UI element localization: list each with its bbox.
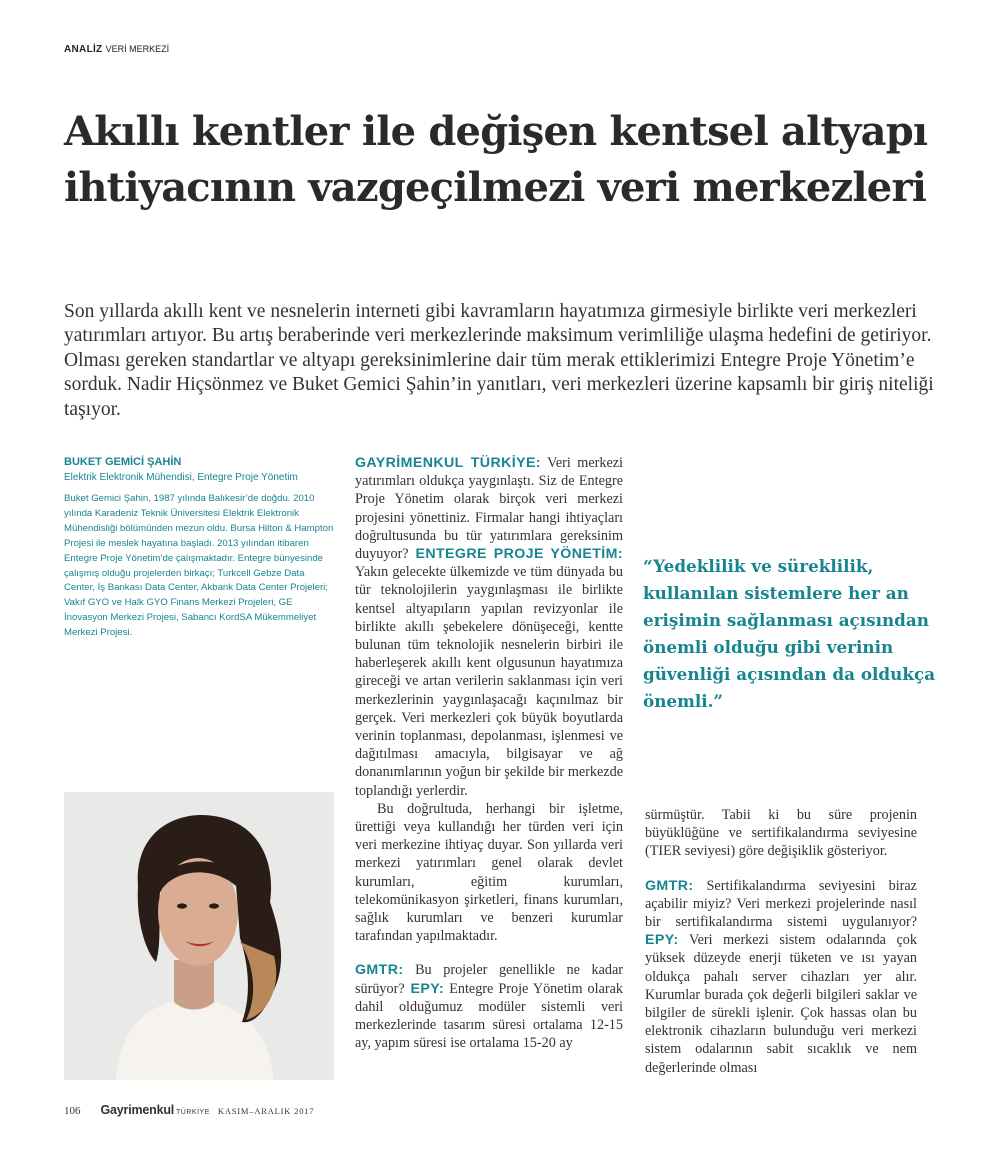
article-headline: Akıllı kentler ile değişen kentsel altyapı ihtiyacının vazgeçilmezi veri merkezleri [64, 108, 928, 211]
author-photo [64, 792, 334, 1080]
answer-text: Yakın gelecekte ülkemizde ve tüm dünyada bu tür teknolojilerin yaygınlaşması ile birlikte kentsel altyapıların yapılan revizyonlar ile birlikte akıllı şebekelere dönüşeceği, kentte bulunan tüm teknolojik nesnelerin birbiri ile haberleşerek akıllı kent olgusunun hayatımıza gireceği ve artan verilerin saklanması için veri merkezlerinin yaygınlaşacağı kaçınılmaz bir gerçek. Veri merkezleri çok büyük boyutlarda verinin toplanması, depolanması, işlenmesi ve dağıtılması amacıyla, bilgisayar ve ağ donanımlarının yoğun bir şekilde bir merkezde toplandığı yerlerdir. [355, 564, 623, 799]
magazine-brand-sub: TÜRKİYE [176, 1109, 210, 1116]
answer-label: EPY: [645, 932, 679, 949]
answer-label: ENTEGRE PROJE YÖNETİM: [408, 546, 623, 563]
section-topic: VERİ MERKEZİ [105, 44, 170, 54]
answer-text: Veri merkezi sistem odalarında çok yüksek düzeyde enerji tüketen ve ısı yayan oldukça pahalı server cihazları yer alır. Kurumlar burada çok değerli bilgileri saklar ve bilgiler de sürekli işlenir. Çok hassas olan bu elektronik cihazların bulunduğu veri merkezi sistem odalarının sabit sıcaklık ve nem değerlerinde olması [645, 932, 917, 1076]
article-lead: Son yıllarda akıllı kent ve nesnelerin interneti gibi kavramların hayatımıza girmesiyle birlikte veri merkezleri yatırımları artıyor. Bu artış beraberinde veri merkezlerinde maksimum verimliliğe ulaşma hedefini de getiriyor. Olması gereken standartlar ve altyapı gereksinimlerine dair tüm merak ettiklerimizi Entegre Proje Yönetim’e sorduk. Nadir Hiçsönmez ve Buket Gemici Şahin’in yanıtları, veri merkezleri üzerine kapsamlı bir giriş niteliği taşıyor. [64, 301, 934, 420]
page-footer [64, 1103, 314, 1117]
magazine-brand: Gayrimenkul [100, 1103, 175, 1117]
interview-paragraph [355, 454, 623, 800]
question-text: Bu projeler genellikle ne kadar sürüyor? [355, 962, 623, 997]
question-text: Sertifikalandırma seviyesini biraz açabilir miyiz? Veri merkezi projelerinde nasıl bir sertifikalandırma sistemi uygulanıyor? [645, 877, 917, 931]
question-label: GMTR: [355, 962, 404, 979]
question-label: GMTR: [645, 877, 694, 894]
question-label: GAYRİMENKUL TÜRKİYE: [355, 455, 541, 471]
author-title: Elektrik Elektronik Mühendisi, Entegre Proje Yönetim [64, 472, 298, 483]
question-text: Veri merkezi yatırımları oldukça yaygınlaştı. Siz de Entegre Proje Yönetim olarak birçok veri merkezi projesini yönettiniz. Firmalar hangi ihtiyaçları doğrultusunda bu tür yatırımlara gereksinim duyuyor? [355, 455, 623, 563]
article-column-2 [645, 806, 917, 1077]
body-paragraph: sürmüştür. Tabii ki bu süre projenin büyüklüğüne ve sertifikalandırma seviyesine (TIER seviyesi) göre değişiklik gösteriyor. [645, 807, 917, 860]
author-bio: Buket Gemici Şahin, 1987 yılında Balıkesir’de doğdu. 2010 yılında Karadeniz Teknik Üniversitesi Elektrik Elektronik Mühendisliği bölümünden mezun oldu. Bursa Hilton & Hampton Projesi ile meslek hayatına başladı. 2013 yılından itibaren Entegre Proje Yönetim’de çalışmaktadır. Entegre bünyesinde çalışmış olduğu projelerden birkaçı; Turkcell Gebze Data Center, İş Bankası Data Center, Akbank Data Center Projeleri; Vakıf GYO ve Halk GYO Finans Merkezi Projeleri, GE İnovasyon Merkezi Projesi, Sabancı KordSA Mükemmeliyet Merkezi Projesi. [64, 493, 334, 639]
pull-quote: “Yedeklilik ve süreklilik, kullanılan sistemlere her an erişimin sağlanması açısından önemli olduğu gibi verinin güvenliği açısından da oldukça önemli.” [643, 556, 936, 711]
answer-label: EPY: [404, 980, 445, 997]
issue-date: KASIM–ARALIK 2017 [217, 1106, 315, 1116]
portrait-illustration [64, 792, 334, 1080]
article-column-1 [355, 454, 623, 1053]
page-number: 106 [64, 1105, 81, 1117]
section-kicker [64, 44, 169, 55]
interview-paragraph [645, 877, 917, 1077]
body-paragraph: Bu doğrultuda, herhangi bir işletme, ürettiği veya kullandığı her türden veri için veri merkezine ihtiyaç duyar. Son yıllarda veri merkezi yatırımları genel olarak devlet kurumları, eğitim kurumları, telekomünikasyon şirketleri, finans kurumları, sağlık kurumları ve benzeri kurumlar tarafından yapılmaktadır. [355, 800, 623, 945]
section-label: ANALİZ [64, 44, 103, 55]
interview-paragraph [355, 961, 623, 1052]
author-name: BUKET GEMİCİ ŞAHİN [64, 456, 182, 468]
answer-text: Entegre Proje Yönetim olarak dahil olduğumuz modüler sistemli veri merkezlerinde tasarım süresi ortalama 12-15 ay, yapım süresi ise ortalama 15-20 ay [355, 980, 623, 1052]
